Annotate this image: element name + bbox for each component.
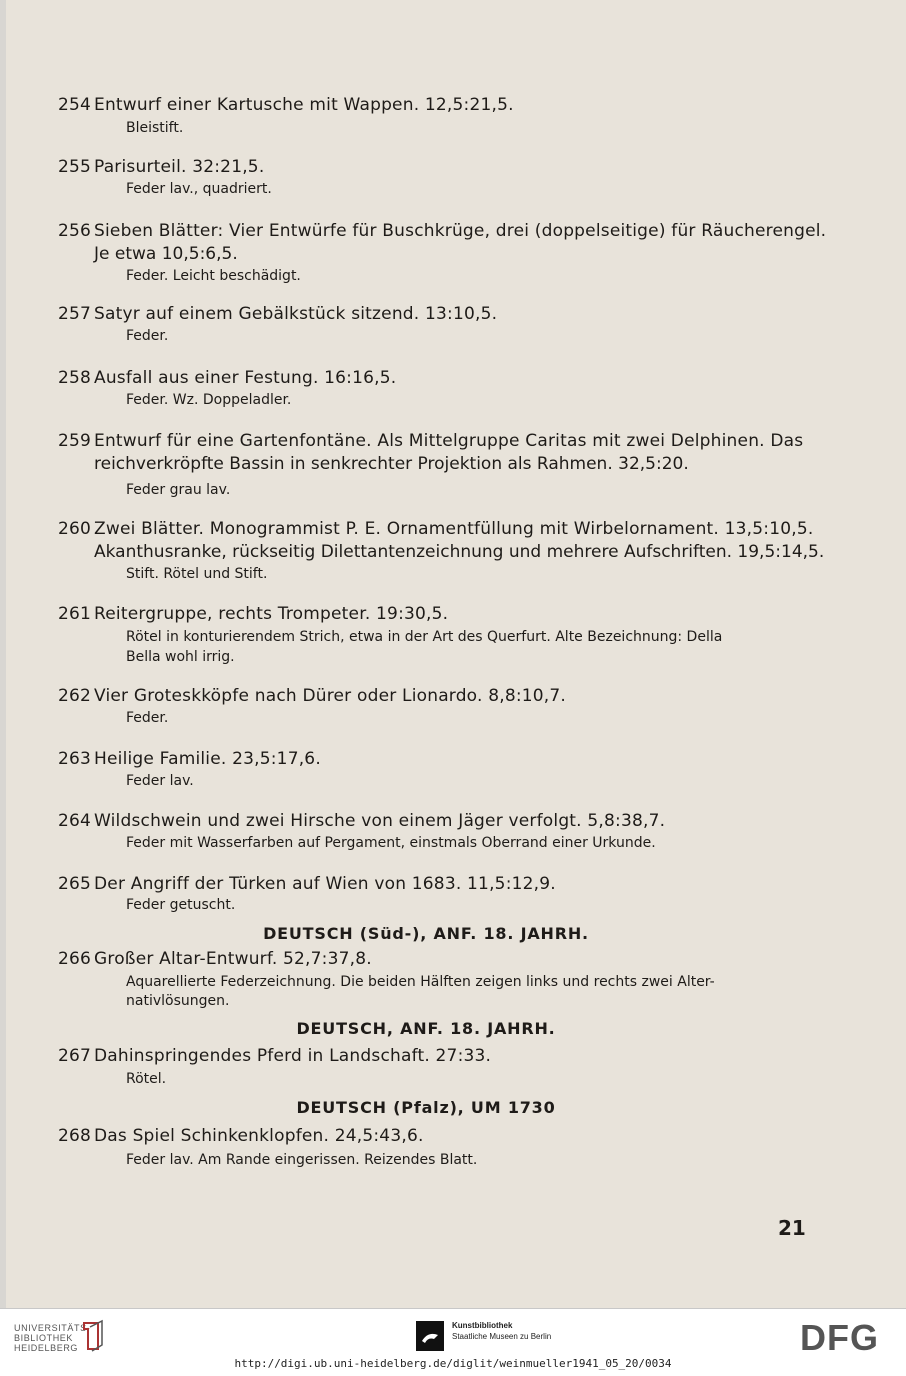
entry-continuation: Je etwa 10,5:6,5.	[94, 244, 238, 264]
entry-note: Feder lav., quadriert.	[126, 181, 272, 197]
section-heading: DEUTSCH (Pfalz), UM 1730	[296, 1098, 556, 1117]
entry-number: 268	[58, 1126, 92, 1146]
entry-number: 260	[58, 519, 92, 539]
uni-logo-line: HEIDELBERG	[14, 1343, 79, 1353]
entry-note-continuation: Bella wohl irrig.	[126, 649, 235, 665]
entry-main-line	[58, 1045, 818, 1067]
entry-note: Stift. Rötel und Stift.	[126, 566, 268, 582]
entry-number: 259	[58, 431, 92, 451]
entry-main-line	[58, 685, 818, 707]
entry-note: Feder lav. Am Rande eingerissen. Reizendes Blatt.	[126, 1152, 478, 1168]
entry-note: Aquarellierte Federzeichnung. Die beiden Hälften zeigen links und rechts zwei Alter-	[126, 974, 715, 990]
dfg-logo: DFG	[800, 1317, 879, 1358]
entry-title: Reitergruppe, rechts Trompeter. 19:30,5.	[94, 604, 449, 624]
entry-note: Feder getuscht.	[126, 897, 236, 913]
entry-title: Sieben Blätter: Vier Entwürfe für Buschkrüge, drei (doppelseitige) für Räucherengel.	[94, 221, 827, 241]
entry-number: 257	[58, 304, 92, 324]
uni-logo-line: UNIVERSITÄTS-	[14, 1323, 91, 1333]
entry-main-line	[58, 948, 818, 970]
section-heading: DEUTSCH, ANF. 18. JAHRH.	[296, 1019, 556, 1038]
entry-main-line	[58, 518, 818, 540]
university-library-logo-icon	[80, 1319, 106, 1357]
kb-line: Kunstbibliothek	[452, 1321, 513, 1330]
entry-number: 256	[58, 221, 92, 241]
entry-note: Feder.	[126, 710, 169, 726]
entry-note: Feder grau lav.	[126, 482, 231, 498]
entry-title: Zwei Blätter. Monogrammist P. E. Ornamentfüllung mit Wirbelornament. 13,5:10,5.	[94, 519, 814, 539]
entry-note-continuation: nativlösungen.	[126, 993, 230, 1009]
entry-number: 258	[58, 368, 92, 388]
footer-bar	[0, 1308, 906, 1376]
entry-number: 262	[58, 686, 92, 706]
entry-main-line	[58, 430, 818, 452]
entry-title: Vier Groteskköpfe nach Dürer oder Lionardo. 8,8:10,7.	[94, 686, 567, 706]
entry-continuation: reichverkröpfte Bassin in senkrechter Projektion als Rahmen. 32,5:20.	[94, 454, 689, 474]
entry-number: 261	[58, 604, 92, 624]
uni-logo-line: BIBLIOTHEK	[14, 1333, 74, 1343]
kb-line: Staatliche Museen zu Berlin	[452, 1332, 552, 1341]
entry-note: Rötel in konturierendem Strich, etwa in der Art des Querfurt. Alte Bezeichnung: Della	[126, 629, 723, 645]
entry-note: Bleistift.	[126, 120, 184, 136]
university-library-logo-text	[14, 1323, 90, 1353]
entry-main-line	[58, 873, 818, 895]
entry-main-line	[58, 748, 818, 770]
entry-title: Entwurf für eine Gartenfontäne. Als Mittelgruppe Caritas mit zwei Delphinen. Das	[94, 431, 804, 451]
entry-number: 265	[58, 874, 92, 894]
entry-number: 264	[58, 811, 92, 831]
entry-note: Feder mit Wasserfarben auf Pergament, einstmals Oberrand einer Urkunde.	[126, 835, 656, 851]
kunstbibliothek-logo-text	[452, 1320, 551, 1342]
entry-number: 255	[58, 157, 92, 177]
entry-main-line	[58, 367, 818, 389]
entry-main-line	[58, 303, 818, 325]
entry-title: Heilige Familie. 23,5:17,6.	[94, 749, 321, 769]
source-url: http://digi.ub.uni-heidelberg.de/diglit/weinmueller1941_05_20/0034	[234, 1357, 672, 1370]
entry-note: Feder. Leicht beschädigt.	[126, 268, 301, 284]
entry-title: Entwurf einer Kartusche mit Wappen. 12,5:21,5.	[94, 95, 514, 115]
entry-main-line	[58, 1125, 818, 1147]
entry-number: 263	[58, 749, 92, 769]
entry-title: Das Spiel Schinkenklopfen. 24,5:43,6.	[94, 1126, 424, 1146]
catalog-page	[6, 0, 906, 1308]
kunstbibliothek-logo-icon	[416, 1321, 444, 1355]
entry-title: Der Angriff der Türken auf Wien von 1683. 11,5:12,9.	[94, 874, 556, 894]
entry-continuation: Akanthusranke, rückseitig Dilettantenzeichnung und mehrere Aufschriften. 19,5:14,5.	[94, 542, 825, 562]
entry-title: Wildschwein und zwei Hirsche von einem Jäger verfolgt. 5,8:38,7.	[94, 811, 666, 831]
section-heading: DEUTSCH (Süd-), ANF. 18. JAHRH.	[263, 924, 589, 943]
entry-main-line	[58, 94, 818, 116]
entry-main-line	[58, 220, 827, 242]
entry-title: Satyr auf einem Gebälkstück sitzend. 13:10,5.	[94, 304, 498, 324]
entry-main-line	[58, 156, 818, 178]
entry-main-line	[58, 603, 818, 625]
entry-main-line	[58, 810, 818, 832]
entry-number: 254	[58, 95, 92, 115]
entry-title: Ausfall aus einer Festung. 16:16,5.	[94, 368, 397, 388]
entry-number: 266	[58, 949, 92, 969]
entry-title: Großer Altar-Entwurf. 52,7:37,8.	[94, 949, 372, 969]
page-number: 21	[778, 1216, 806, 1240]
entry-number: 267	[58, 1046, 92, 1066]
entry-title: Parisurteil. 32:21,5.	[94, 157, 265, 177]
entry-note: Feder. Wz. Doppeladler.	[126, 392, 292, 408]
entry-note: Feder lav.	[126, 773, 194, 789]
entry-title: Dahinspringendes Pferd in Landschaft. 27:33.	[94, 1046, 492, 1066]
entry-note: Rötel.	[126, 1071, 167, 1087]
entry-note: Feder.	[126, 328, 169, 344]
